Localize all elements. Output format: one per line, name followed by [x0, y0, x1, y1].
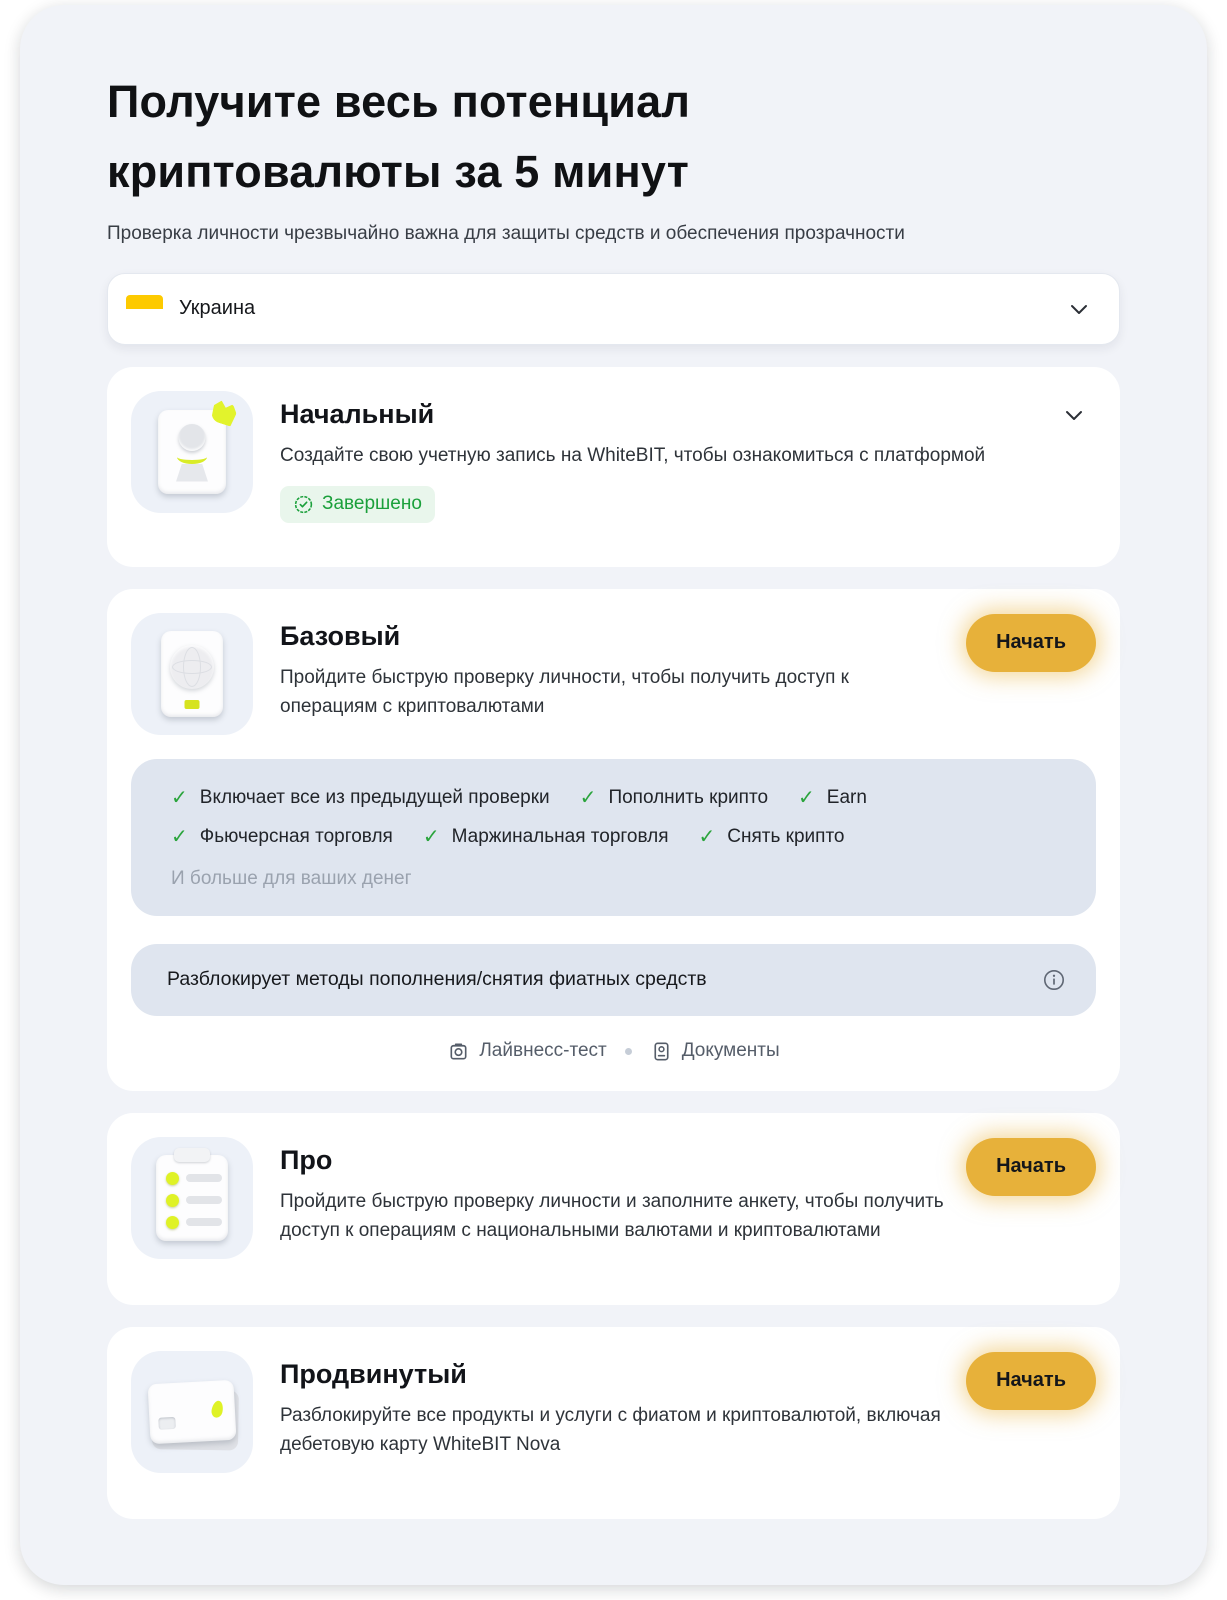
check-icon: ✓ [171, 825, 188, 848]
verification-page [20, 5, 1207, 1585]
requirements-row [131, 1040, 1096, 1063]
feature-item: ✓ Снять крипто [698, 825, 845, 848]
level-card-pro [107, 1113, 1120, 1305]
start-button-basic[interactable]: Начать [966, 614, 1096, 672]
camera-icon [447, 1040, 470, 1063]
feature-item: ✓ Earn [798, 786, 867, 809]
bank-card-icon [131, 1351, 253, 1473]
check-icon: ✓ [698, 825, 716, 848]
level-description: Создайте свою учетную запись на WhiteBIT, чтобы ознакомиться с платформой [280, 444, 986, 466]
chevron-down-icon [1067, 297, 1091, 321]
features-panel [131, 759, 1096, 916]
requirement-label: Документы [681, 1040, 780, 1061]
check-icon: ✓ [422, 825, 440, 848]
level-title: Базовый [280, 620, 401, 651]
page-subtitle: Проверка личности чрезвычайно важна для защиты средств и обеспечения прозрачности [107, 222, 905, 244]
page-title-line2: криптовалюты за 5 минут [107, 145, 689, 197]
start-button-pro[interactable]: Начать [966, 1138, 1096, 1196]
page-title-line1: Получите весь потенциал [107, 76, 691, 127]
id-document-icon [650, 1040, 673, 1063]
page-title [107, 67, 1120, 207]
country-selector-value: Украина [179, 297, 256, 319]
start-button-advanced[interactable]: Начать [966, 1352, 1096, 1410]
level-card-initial[interactable] [107, 367, 1120, 567]
status-badge-label: Завершено [322, 493, 422, 515]
country-selector[interactable] [107, 273, 1120, 345]
unlock-note-bar [131, 944, 1096, 1016]
check-icon: ✓ [579, 786, 597, 809]
completed-seal-icon [293, 494, 314, 515]
level-card-basic [107, 589, 1120, 1091]
level-card-advanced [107, 1327, 1120, 1519]
check-icon: ✓ [798, 786, 815, 809]
feature-item: ✓ Маржинальная торговля [422, 825, 669, 848]
feature-item: ✓ Включает все из предыдущей проверки [171, 786, 550, 809]
ukraine-flag-icon [126, 295, 163, 322]
feature-item: ✓ Фьючерсная торговля [171, 825, 393, 848]
level-title: Начальный [280, 398, 435, 429]
status-badge [280, 486, 435, 523]
check-icon: ✓ [171, 786, 188, 809]
feature-item: ✓ Пополнить крипто [579, 786, 769, 809]
requirement-liveness [447, 1040, 606, 1063]
expand-chevron-down-icon[interactable] [1062, 403, 1086, 427]
level-description: Пройдите быструю проверку личности, чтобы получить доступ к операциям с криптовалютами [280, 666, 849, 717]
profile-card-icon [131, 391, 253, 513]
features-note: И больше для ваших денег [171, 867, 412, 889]
level-title: Про [280, 1144, 333, 1175]
requirement-documents [650, 1040, 780, 1063]
info-icon[interactable] [1042, 968, 1066, 992]
level-description: Пройдите быструю проверку личности и заполните анкету, чтобы получить доступ к операциям с национальными валютами и криптовалютами [280, 1190, 944, 1241]
requirement-label: Лайвнесс-тест [479, 1040, 607, 1061]
unlock-note-text: Разблокирует методы пополнения/снятия фиатных средств [167, 968, 707, 990]
dot-separator [625, 1048, 632, 1055]
checklist-icon [131, 1137, 253, 1259]
level-description: Разблокируйте все продукты и услуги с фиатом и криптовалютой, включая дебетовую карту WhiteBIT Nova [280, 1404, 941, 1455]
globe-document-icon [131, 613, 253, 735]
level-title: Продвинутый [280, 1358, 467, 1389]
